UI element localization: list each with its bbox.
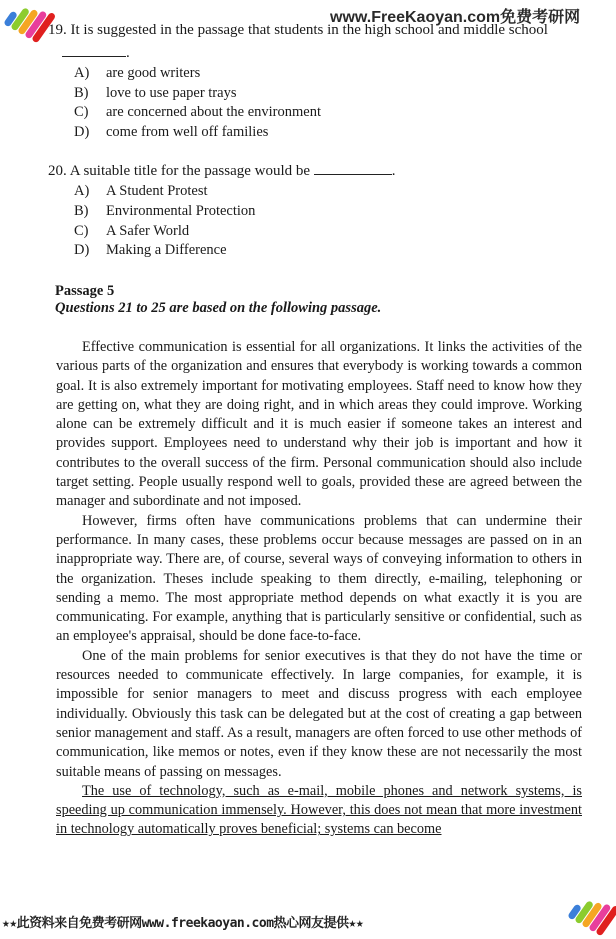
passage-paragraph: However, firms often have communications problems that can undermine their performance. In many cases, these problems occur because messages are passed on in an inappropriate way. There are, of course, several ways of conveying information to others in the organization. Theses include speaking to them directly, e-mailing, telephoning or sending a memo. The most appropriate method depends on what exactly it is you are communicating. For example, anything that is particularly sensitive or confidential, such as an employee's appraisal, should be done face-to-face.: [56, 512, 582, 645]
question-20-option-c: C) A Safer World: [74, 223, 190, 239]
question-19-option-c: C) are concerned about the environment: [74, 104, 321, 120]
passage-title: Passage 5: [55, 283, 115, 299]
question-20-option-a: A) A Student Protest: [74, 183, 208, 199]
question-number: 19.: [48, 22, 67, 38]
passage-paragraph-underlined: The use of technology, such as e-mail, mobile phones and network systems, is speeding up communication immensely. However, this does not mean that more investment in technology automatically proves beneficial; systems can become: [56, 782, 582, 838]
question-20-option-d: D) Making a Difference: [74, 242, 227, 258]
question-19-option-b: B) love to use paper trays: [74, 85, 237, 101]
question-20-option-b: B) Environmental Protection: [74, 203, 256, 219]
question-19-stem: [48, 22, 548, 39]
question-text: It is suggested in the passage that students in the high school and middle school: [70, 22, 548, 38]
question-20-stem: 20. A suitable title for the passage would be .: [48, 163, 396, 179]
site-logo-icon: [4, 2, 48, 42]
question-19-option-d: D) come from well off families: [74, 124, 269, 140]
blank-line: [62, 44, 126, 57]
footer-watermark: ★★此资料来自免费考研网www.freekaoyan.com热心网友提供★★: [2, 916, 364, 931]
question-19-option-a: A) are good writers: [74, 65, 201, 81]
blank-line: [314, 162, 392, 175]
site-header-watermark: www.FreeKaoyan.com免费考研网: [330, 9, 581, 26]
passage-paragraph: Effective communication is essential for all organizations. It links the activities of the various parts of the organization and ensures that everybody is working towards a common goal. It is also extremely important for motivating employees. Staff need to know how they are getting on, what they are doing right, and in which areas they could improve. Working alone can be extremely difficult and it is much easier if someone takes an interest and provides support. Employees need to understand why their job is important and how it contributes to the overall success of the firm. Personal communication should also include target setting. People usually respond well to goals, provided these are agreed between the manager and subordinate and not imposed.: [56, 339, 582, 510]
site-logo-icon: [568, 895, 612, 935]
question-text: A suitable title for the passage would be: [69, 163, 311, 179]
passage-paragraph: One of the main problems for senior executives is that they do not have the time or resources needed to communicate effectively. In large companies, for example, it is impossible for senior managers to meet and discuss progress with each employee individually. Obviously this task can be delegated but at the cost of creating a gap between senior management and staff. As a result, managers are often forced to use other methods of communication, like memos or notes, even if they know these are not necessarily the most suitable means of passing on messages.: [56, 647, 582, 780]
passage-body: [56, 338, 582, 840]
passage-instructions: Questions 21 to 25 are based on the following passage.: [55, 300, 382, 316]
question-number: 20.: [48, 163, 67, 179]
answer-blank: .: [62, 44, 130, 62]
